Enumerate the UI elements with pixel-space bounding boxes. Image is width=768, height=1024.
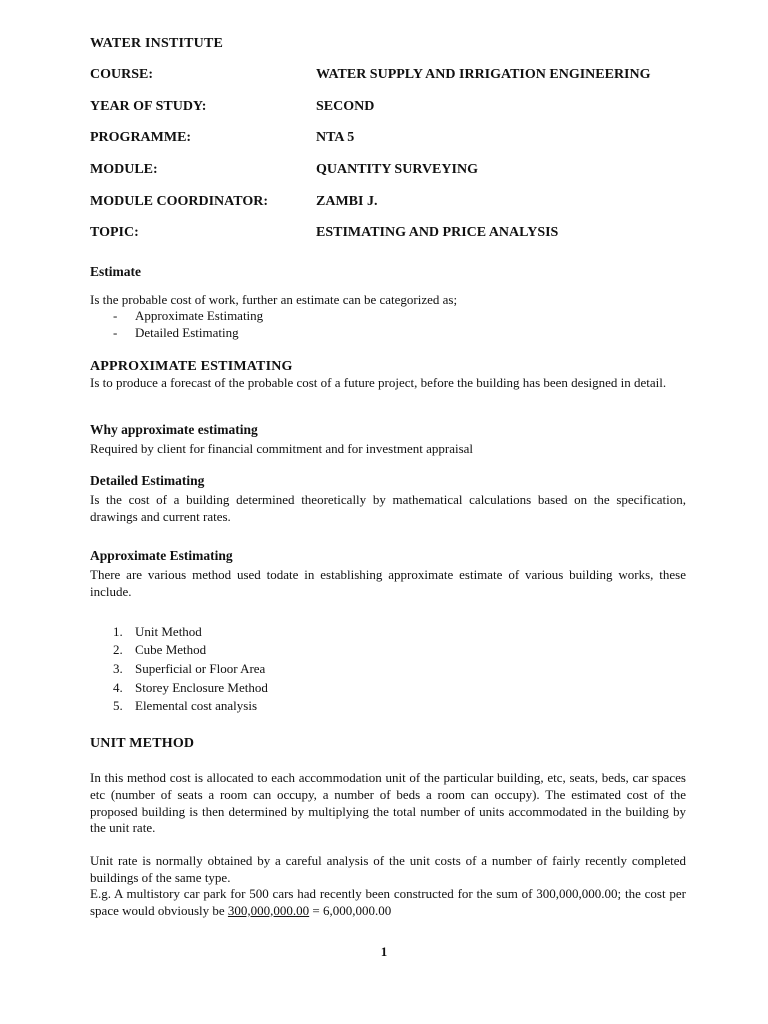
list-marker: 4. — [113, 680, 123, 695]
header-label: MODULE COORDINATOR: — [90, 194, 268, 209]
example-result: = 6,000,000.00 — [309, 902, 392, 918]
header-label: MODULE: — [90, 162, 158, 177]
estimate-heading: Estimate — [90, 264, 141, 279]
approximate-estimating-heading: APPROXIMATE ESTIMATING — [90, 359, 293, 374]
header-value: WATER SUPPLY AND IRRIGATION ENGINEERING — [316, 67, 651, 82]
list-marker: 3. — [113, 661, 123, 676]
header-label: YEAR OF STUDY: — [90, 99, 207, 114]
approximate-estimating-text: Is to produce a forecast of the probable cost of a future project, before the building has been designed in detail. — [90, 375, 667, 390]
page-number: 1 — [380, 944, 388, 959]
approximate-estimating-methods-intro: There are various method used todate in establishing approximate estimate of various building works, these include. — [90, 567, 686, 599]
unit-method-paragraph-1: In this method cost is allocated to each accommodation unit of the particular building, etc, seats, beds, car spaces etc (number of seats a room can occupy, a number of beds a room can occupy). The estimated cost of the proposed building is then determined by multiplying the total number of units accommodated in the building by the unit rate. — [90, 770, 686, 836]
list-text: Elemental cost analysis — [135, 698, 258, 713]
detailed-estimating-heading: Detailed Estimating — [90, 473, 205, 488]
header-value: ESTIMATING AND PRICE ANALYSIS — [316, 225, 559, 240]
list-marker: - — [113, 308, 118, 323]
header-value: SECOND — [316, 99, 375, 114]
unit-method-example — [90, 886, 686, 920]
institute-name: WATER INSTITUTE — [90, 36, 224, 51]
list-text: Approximate Estimating — [135, 308, 264, 323]
list-marker: 2. — [113, 642, 123, 657]
list-marker: 5. — [113, 698, 123, 713]
list-text: Cube Method — [135, 642, 207, 657]
why-approximate-heading: Why approximate estimating — [90, 422, 258, 437]
unit-method-heading: UNIT METHOD — [90, 736, 195, 751]
list-text: Unit Method — [135, 624, 202, 639]
unit-method-paragraph-2: Unit rate is normally obtained by a careful analysis of the unit costs of a number of fairly recently completed buildings of the same type. — [90, 853, 686, 885]
header-label: PROGRAMME: — [90, 130, 192, 145]
header-value: NTA 5 — [316, 130, 355, 145]
list-text: Superficial or Floor Area — [135, 661, 266, 676]
header-label: COURSE: — [90, 67, 154, 82]
why-approximate-text: Required by client for financial commitment and for investment appraisal — [90, 441, 474, 456]
list-text: Storey Enclosure Method — [135, 680, 268, 695]
list-marker: - — [113, 325, 118, 340]
example-underlined-value: 300,000,000.00 — [227, 902, 310, 918]
list-marker: 1. — [113, 624, 123, 639]
list-text: Detailed Estimating — [135, 325, 239, 340]
header-label: TOPIC: — [90, 225, 139, 240]
header-value: QUANTITY SURVEYING — [316, 162, 478, 177]
estimate-intro: Is the probable cost of work, further an estimate can be categorized as; — [90, 292, 458, 307]
header-value: ZAMBI J. — [316, 194, 378, 209]
example-text: E.g. A multistory car park for 500 cars had recently been constructed for the sum of 300,000,000.00; the cost per space would obviously be — [90, 886, 686, 918]
detailed-estimating-text: Is the cost of a building determined theoretically by mathematical calculations based on the specification, drawings and current rates. — [90, 492, 686, 524]
approximate-estimating-subheading: Approximate Estimating — [90, 548, 233, 563]
